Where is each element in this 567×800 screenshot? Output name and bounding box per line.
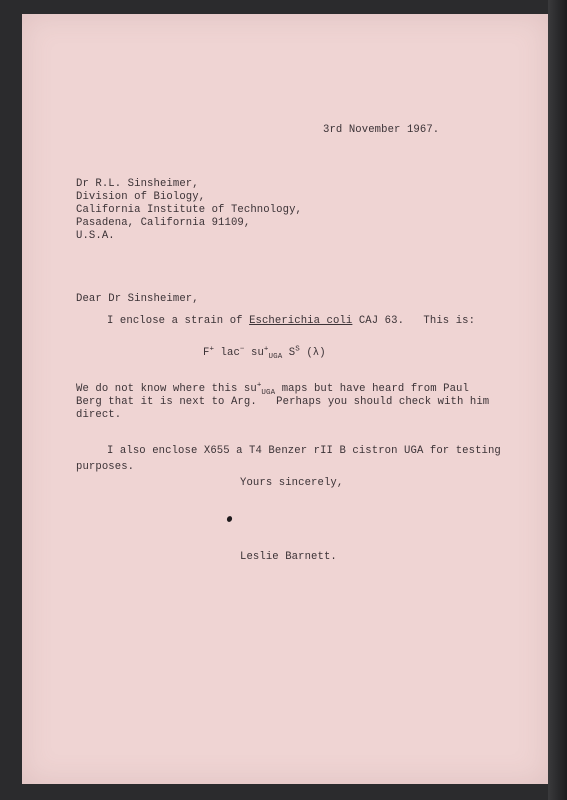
paragraph-2-line-1 <box>76 383 469 396</box>
genotype-su: su <box>244 347 264 359</box>
genotype-lambda: (λ) <box>299 347 326 359</box>
paragraph-2-line-2: Berg that it is next to Arg. Perhaps you should check with him <box>76 396 490 408</box>
p1-prefix: I enclose a strain of <box>107 315 250 327</box>
address-line-5: U.S.A. <box>76 230 115 242</box>
closing: Yours sincerely, <box>240 477 344 489</box>
paragraph-2-line-3: direct. <box>76 409 122 421</box>
p2-sub: UGA <box>261 389 276 398</box>
p1-suffix: CAJ 63. This is: <box>352 315 476 327</box>
p2-sup: + <box>256 381 262 390</box>
paragraph-3-line-1: I also enclose X655 a T4 Benzer rII B cistron UGA for testing <box>107 445 501 457</box>
species-name: Escherichia coli <box>249 315 353 327</box>
signature-name: Leslie Barnett. <box>240 551 337 563</box>
paragraph-3-line-2: purposes. <box>76 461 135 473</box>
scan-edge <box>548 0 567 800</box>
genotype-s-sup: S <box>295 345 300 354</box>
genotype-f-sup: + <box>209 345 215 354</box>
address-line-2: Division of Biology, <box>76 191 206 203</box>
salutation: Dear Dr Sinsheimer, <box>76 293 199 305</box>
genotype-lac: lac <box>214 347 240 359</box>
letter-date: 3rd November 1967. <box>323 124 440 136</box>
genotype-su-sup: + <box>263 345 269 354</box>
p2-line1-a: We do not know where this su <box>76 383 257 395</box>
genotype-lac-sup: − <box>239 345 245 354</box>
genotype-s: S <box>282 347 296 359</box>
genotype <box>203 347 326 360</box>
address-line-3: California Institute of Technology, <box>76 204 303 216</box>
genotype-f: F <box>203 347 210 359</box>
p2-line1-b: maps but have heard from Paul <box>275 383 469 395</box>
address-line-1: Dr R.L. Sinsheimer, <box>76 178 199 190</box>
address-line-4: Pasadena, California 91109, <box>76 217 251 229</box>
paragraph-1 <box>107 315 475 328</box>
genotype-su-sub: UGA <box>268 353 283 362</box>
